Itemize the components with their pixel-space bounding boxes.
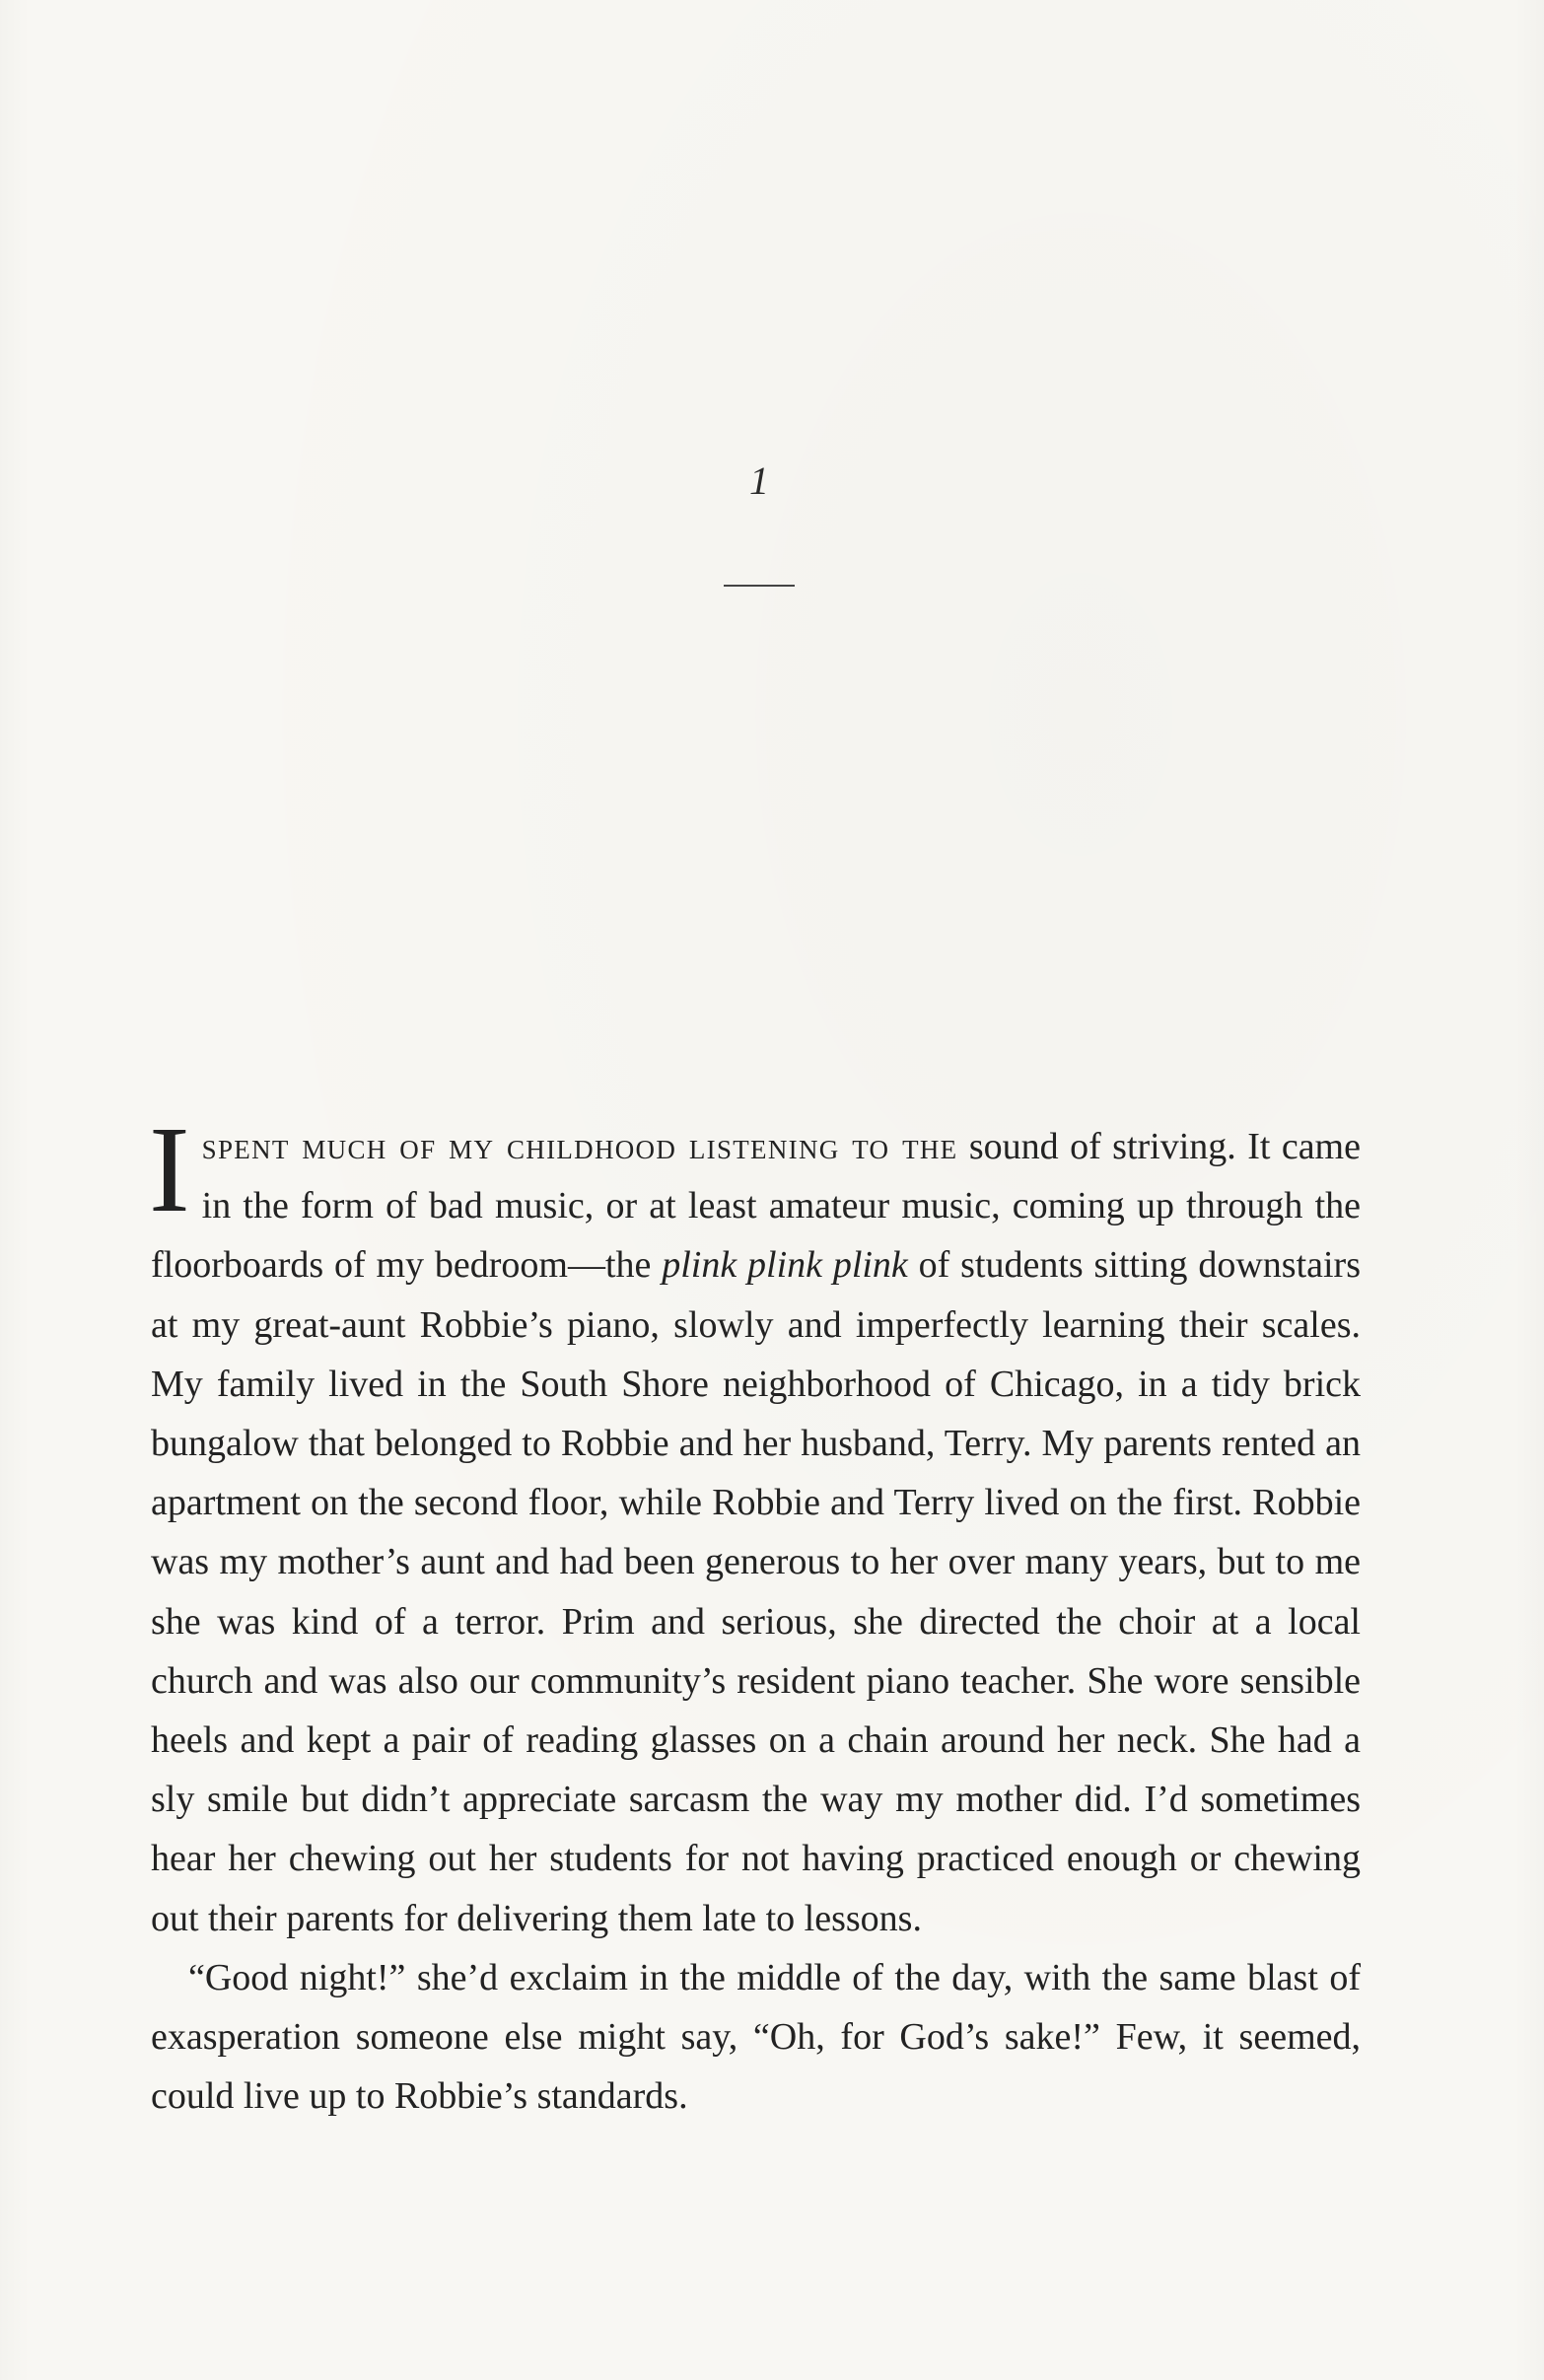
paragraph-1-text-a: sound of striving. It came in the form of bad music, or at least amateur music, coming up through the floorboards of my bedroom—the <box>151 1126 1361 1287</box>
chapter-number: 1 <box>749 458 769 503</box>
paragraph-1 <box>149 1102 1362 1948</box>
lead-in-smallcaps: spent much of my childhood listening to the <box>201 1126 958 1167</box>
chapter-body <box>149 1102 1362 2126</box>
paragraph-1-italic: plink plink plink <box>662 1244 908 1287</box>
chapter-rule <box>724 585 795 587</box>
drop-cap: I <box>149 1102 190 1238</box>
paragraph-1-text-b: of students sitting downstairs at my great-aunt Robbie’s piano, slowly and imperfectly learning their scales. My family lived in the South Shore neighborhood of Chicago, in a tidy brick bungalow that belonged to Robbie and her husband, Terry. My parents rented an apartment on the second floor, while Robbie and Terry lived on the first. Robbie was my mother’s aunt and had been generous to her over many years, but to me she was kind of a terror. Prim and serious, she directed the choir at a local church and was also our community’s resident piano teacher. She wore sensible heels and kept a pair of reading glasses on a chain around her neck. She had a sly smile but didn’t appreciate sarcasm the way my mother did. I’d sometimes hear her chewing out her students for not having practiced enough or chewing out their parents for delivering them late to lessons. <box>151 1244 1362 1939</box>
paragraph-2: “Good night!” she’d exclaim in the middle of the day, with the same blast of exasperation someone else might say, “Oh, for God’s sake!” Few, it seemed, could live up to Robbie’s standards. <box>151 1956 1361 2118</box>
